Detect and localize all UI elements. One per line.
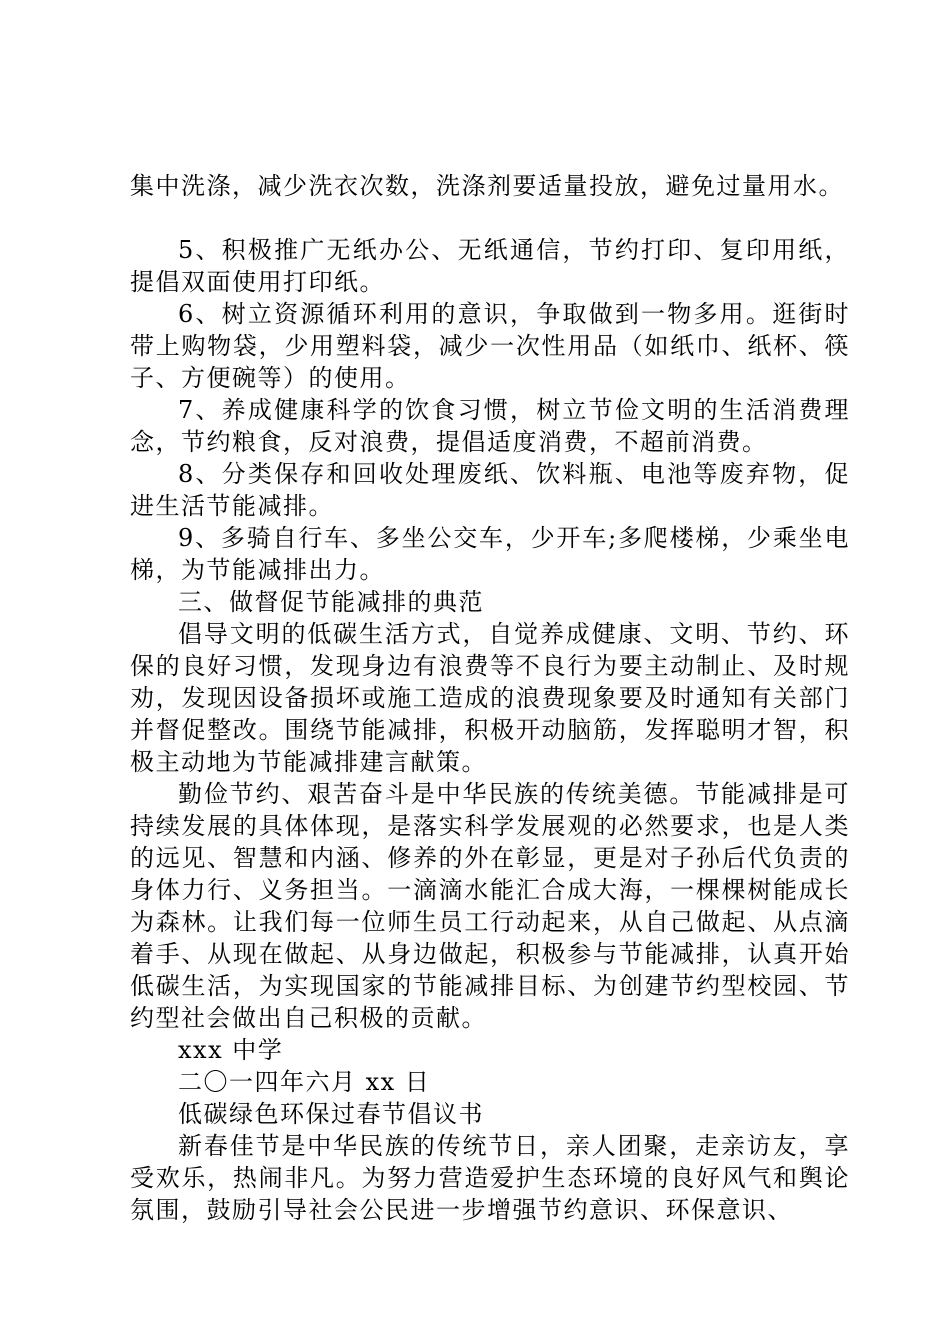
paragraph-item-9: 9、多骑自行车、多坐公交车，少开车;多爬楼梯，少乘坐电梯，为节能减排出力。	[130, 524, 850, 584]
paragraph-advocacy: 倡导文明的低碳生活方式，自觉养成健康、文明、节约、环保的良好习惯，发现身边有浪费等不良行为要主动制止、及时规劝，发现因设备损坏或施工造成的浪费现象要及时通知有关部门并督促整改。围绕节能减排，积极开动脑筋，发挥聪明才智，积极主动地为节能减排建言献策。	[130, 620, 850, 776]
paragraph-item-8: 8、分类保存和回收处理废纸、饮料瓶、电池等废弃物，促进生活节能减排。	[130, 460, 850, 520]
document-body	[130, 170, 850, 1226]
paragraph-item-7: 7、养成健康科学的饮食习惯，树立节俭文明的生活消费理念，节约粮食，反对浪费，提倡适度消费，不超前消费。	[130, 396, 850, 456]
paragraph-item-6: 6、树立资源循环利用的意识，争取做到一物多用。逛街时带上购物袋，少用塑料袋，减少一次性用品（如纸巾、纸杯、筷子、方便碗等）的使用。	[130, 300, 850, 392]
section-heading-3: 三、做督促节能减排的典范	[178, 588, 484, 616]
paragraph-spring-festival-intro: 新春佳节是中华民族的传统节日，亲人团聚，走亲访友，享受欢乐，热闹非凡。为努力营造爱护生态环境的良好风气和舆论氛围，鼓励引导社会公民进一步增强节约意识、环保意识、	[130, 1132, 850, 1224]
signature-date: 二〇一四年六月 xx 日	[178, 1068, 431, 1096]
next-document-title: 低碳绿色环保过春节倡议书	[178, 1100, 484, 1128]
paragraph-gap	[130, 202, 850, 234]
signature-school: xxx 中学	[178, 1036, 284, 1064]
paragraph-item-5: 5、积极推广无纸办公、无纸通信，节约打印、复印用纸，提倡双面使用打印纸。	[130, 236, 850, 296]
paragraph-conclusion: 勤俭节约、艰苦奋斗是中华民族的传统美德。节能减排是可持续发展的具体体现，是落实科学发展观的必然要求，也是人类的远见、智慧和内涵、修养的外在彰显，更是对子孙后代负责的身体力行、义务担当。一滴滴水能汇合成大海，一棵棵树能成长为森林。让我们每一位师生员工行动起来，从自己做起、从点滴着手、从现在做起、从身边做起，积极参与节能减排，认真开始低碳生活，为实现国家的节能减排目标、为创建节约型校园、节约型社会做出自己积极的贡献。	[130, 780, 850, 1032]
paragraph-laundry-continuation: 集中洗涤，减少洗衣次数，洗涤剂要适量投放，避免过量用水。	[130, 172, 844, 200]
